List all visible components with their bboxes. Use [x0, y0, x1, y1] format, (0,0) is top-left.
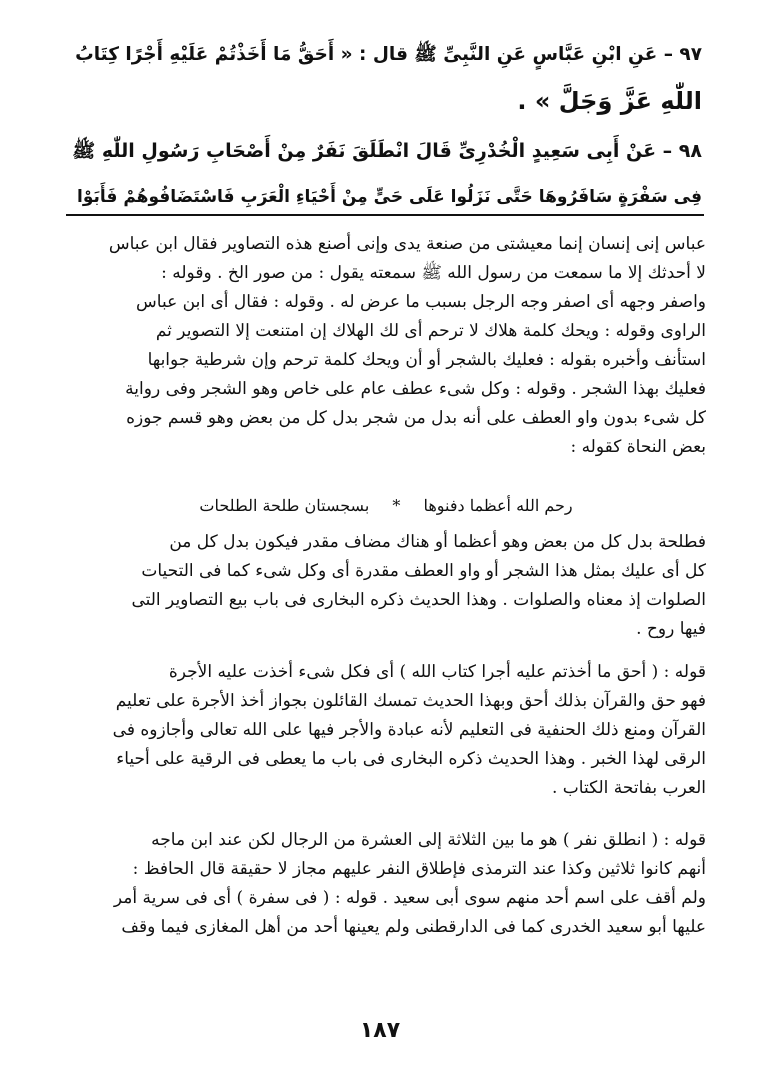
- commentary-line: لا أحدثك إلا ما سمعت من رسول الله ﷺ سمعته يقول : من صور الخ . وقوله :: [161, 263, 706, 283]
- verse-hemistich-right: رحم الله أعظما دفنوها: [423, 496, 573, 515]
- commentary-line: عليها أبو سعيد الخدرى كما فى الدارقطنى ولم يعينها أحد من أهل المغازى فيما وقف: [121, 917, 706, 937]
- hadith-line: ٩٧ – عَنِ ابْنِ عَبَّاسٍ عَنِ النَّبِىِّ ﷺ قال : « أَحَقُّ مَا أَخَذْتُمْ عَلَيْهِ أَجْرًا كِتَابُ: [75, 44, 702, 65]
- commentary-block-2: [66, 528, 706, 644]
- verse-hemistich-left: بسجستان طلحة الطلحات: [199, 496, 370, 515]
- hadith-97: [62, 32, 702, 124]
- hadith-line: فِى سَفْرَةٍ سَافَرُوهَا حَتَّى نَزَلُوا عَلَى حَىٍّ مِنْ أَحْيَاءِ الْعَرَبِ فَاسْتَضَافُوهُمْ فَأَبَوْا: [77, 187, 702, 207]
- hadith-line: ٩٨ – عَنْ أَبِى سَعِيدٍ الْخُدْرِىِّ قَالَ انْطَلَقَ نَفَرٌ مِنْ أَصْحَابِ رَسُولِ اللّٰهِ ﷺ: [72, 140, 702, 162]
- commentary-line: الرقى لهذا الخبر . وهذا الحديث ذكره البخارى فى باب ما يعطى فى الرقية على أحياء: [116, 749, 706, 769]
- commentary-line: فيها روح .: [636, 619, 706, 639]
- poetry-verse: [66, 494, 706, 518]
- commentary-line: الراوى وقوله : ويحك كلمة هلاك لا ترحم أى لك الهلاك إن امتنعت إلا التصوير ثم: [155, 321, 706, 341]
- commentary-line: فعليك بهذا الشجر . وقوله : وكل شىء عطف عام على خاص وهو الشجر وفى رواية: [125, 379, 706, 399]
- commentary-line: أنهم كانوا ثلاثين وكذا عند الترمذى فإطلاق النفر عليهم مجاز لا حقيقة قال الحافظ :: [132, 859, 706, 879]
- commentary-block-3: [66, 658, 706, 803]
- footnote-divider: [66, 214, 704, 216]
- commentary-line: قوله : ( أحق ما أخذتم عليه أجرا كتاب الله ) أى فكل شىء أخذت عليه الأجرة: [168, 662, 706, 682]
- commentary-block-4: [66, 826, 706, 942]
- commentary-line: الصلوات إذ معناه والصلوات . وهذا الحديث ذكره البخارى فى باب بيع التصاوير التى: [131, 590, 706, 610]
- commentary-line: واصفر وجهه أى اصفر وجه الرجل بسبب ما عرض له . وقوله : فقال أى ابن عباس: [136, 292, 706, 312]
- commentary-line: فهو حق والقرآن بذلك أحق وبهذا الحديث تمسك القائلون بجواز أخذ الأجرة على تعليم: [115, 691, 706, 711]
- commentary-block-1: [66, 230, 706, 462]
- hadith-line: اللّٰهِ عَزَّ وَجَلَّ » .: [517, 87, 702, 115]
- commentary-line: قوله : ( انطلق نفر ) هو ما بين الثلاثة إلى العشرة من الرجال لكن عند ابن ماجه: [151, 830, 706, 850]
- commentary-line: القرآن ومنع ذلك الحنفية فى التعليم لأنه عبادة والأجر فيها على الله تعالى وأجازوه فى: [112, 720, 706, 740]
- commentary-line: العرب بفاتحة الكتاب .: [551, 778, 706, 798]
- commentary-line: فطلحة بدل كل من بعض وهو أعظما أو هناك مضاف مقدر فيكون بدل كل من: [169, 532, 706, 552]
- commentary-line: كل أى عليك بمثل هذا الشجر أو واو العطف مقدرة أى وكل شىء كما فى التحيات: [141, 561, 706, 581]
- commentary-line: كل شىء بدون واو العطف على أنه بدل من شجر بدل كل من بعض وهو قسم جوزه: [126, 408, 706, 428]
- hadith-98: [62, 128, 702, 220]
- verse-separator: *: [392, 496, 401, 515]
- commentary-line: عباس إنى إنسان إنما معيشتى من صنعة يدى وإنى أصنع هذه التصاوير فقال ابن عباس: [108, 234, 706, 254]
- commentary-line: استأنف وأخبره بقوله : فعليك بالشجر أو أن ويحك كلمة ترحم وإن شرطية جوابها: [147, 350, 706, 370]
- page-number: ١٨٧: [359, 1018, 401, 1043]
- commentary-line: بعض النحاة كقوله :: [570, 437, 706, 457]
- commentary-line: ولم أقف على اسم أحد منهم سوى أبى سعيد . قوله : ( فى سفرة ) أى فى سرية أمر: [113, 888, 706, 908]
